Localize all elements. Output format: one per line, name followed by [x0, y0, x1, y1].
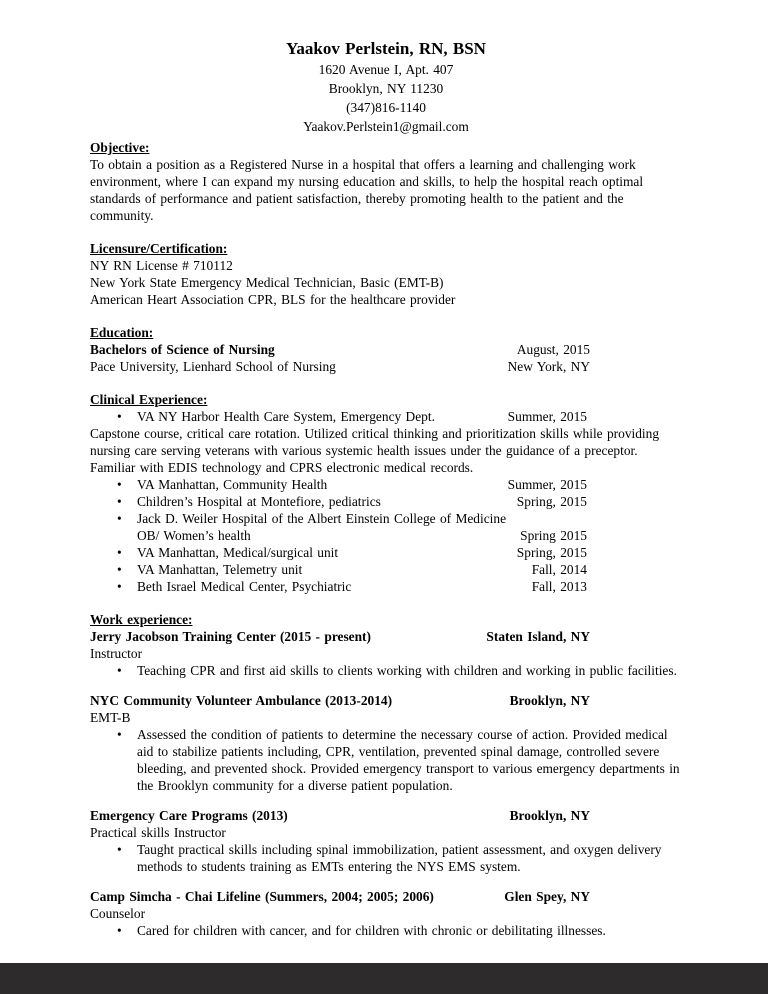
- job-title: Jerry Jacobson Training Center (2015 - present): [90, 629, 371, 644]
- job-entry: [90, 807, 682, 875]
- viewer-footer-bar: [0, 963, 768, 994]
- clinical-first-item-list: [90, 408, 682, 425]
- job-location: Glen Spey, NY: [504, 889, 590, 904]
- education-heading: Education:: [90, 325, 154, 340]
- bullet-icon: •: [117, 663, 122, 678]
- job-bullet: [90, 726, 682, 794]
- job-bullet: [90, 841, 682, 875]
- clinical-item-date: Fall, 2013: [531, 579, 587, 594]
- job-title-row: [90, 888, 590, 905]
- clinical-item: [90, 476, 587, 493]
- job-location: Brooklyn, NY: [509, 693, 590, 708]
- clinical-item-date: Spring, 2015: [516, 494, 587, 509]
- objective-heading: Objective:: [90, 140, 150, 155]
- work-heading: Work experience:: [90, 612, 193, 627]
- job-role: Practical skills Instructor: [90, 825, 226, 840]
- job-title: NYC Community Volunteer Ambulance (2013-2014): [90, 693, 393, 708]
- clinical-item-text: VA NY Harbor Health Care System, Emergency Dept.: [137, 409, 435, 424]
- job-bullets: [90, 841, 682, 875]
- job-entry: [90, 888, 682, 939]
- licensure-line: American Heart Association CPR, BLS for the healthcare provider: [90, 292, 456, 307]
- job-bullet: [90, 922, 682, 939]
- clinical-item-text: Beth Israel Medical Center, Psychiatric: [137, 579, 352, 594]
- job-role: Instructor: [90, 646, 143, 661]
- job-bullets: [90, 662, 682, 679]
- clinical-item: [90, 544, 587, 561]
- contact-header: [90, 38, 682, 136]
- clinical-item: [90, 493, 587, 510]
- degree-date: August, 2015: [516, 342, 590, 357]
- job-bullet-text: Taught practical skills including spinal immobilization, patient assessment, and oxygen delivery methods to students training as EMTs entering the NYS EMS system.: [137, 842, 662, 874]
- job-role: Counselor: [90, 906, 146, 921]
- job-title-row: [90, 807, 590, 824]
- address-line-2: Brooklyn, NY 11230: [328, 81, 444, 96]
- clinical-item-line2: [137, 527, 587, 544]
- job-bullet-text: Assessed the condition of patients to determine the necessary course of action. Provided medical aid to stabilize patients including, CPR, ventilation, prevented spinal damage, controlled severe bleeding, and prevented shock. Provided emergency transport to various emergency departments in the Brooklyn community for a diverse patient population.: [137, 727, 680, 793]
- job-entry: [90, 692, 682, 794]
- education-row: [90, 358, 590, 375]
- bullet-icon: •: [117, 545, 122, 560]
- objective-text: To obtain a position as a Registered Nurse in a hospital that offers a learning and challenging work environment, where I can expand my nursing education and skills, to help the hospital reach optimal standards of performance and patient satisfaction, thereby promoting health to the patient and the community.: [90, 157, 644, 223]
- job-bullets: [90, 922, 682, 939]
- job-title: Emergency Care Programs (2013): [90, 808, 288, 823]
- clinical-item-text: VA Manhattan, Telemetry unit: [137, 562, 303, 577]
- job-location: Brooklyn, NY: [509, 808, 590, 823]
- bullet-icon: •: [117, 409, 122, 424]
- clinical-item-date: Fall, 2014: [531, 562, 587, 577]
- education-row: [90, 341, 590, 358]
- licensure-heading: Licensure/Certification:: [90, 241, 228, 256]
- clinical-item-text2: OB/ Women’s health: [137, 528, 251, 543]
- phone-number: (347)816-1140: [346, 100, 426, 115]
- email-address: Yaakov.Perlstein1@gmail.com: [303, 119, 469, 134]
- clinical-item: [90, 510, 587, 544]
- bullet-icon: •: [117, 477, 122, 492]
- licensure-line: New York State Emergency Medical Technician, Basic (EMT-B): [90, 275, 444, 290]
- job-entry: [90, 628, 682, 679]
- job-bullet-text: Teaching CPR and first aid skills to clients working with children and working in public facilities.: [137, 663, 677, 678]
- clinical-item-date: Spring, 2015: [516, 545, 587, 560]
- bullet-icon: •: [117, 842, 122, 857]
- job-title-row: [90, 692, 590, 709]
- clinical-item-date: Spring 2015: [520, 528, 587, 543]
- school-name: Pace University, Lienhard School of Nursing: [90, 359, 336, 374]
- clinical-item-date: Summer, 2015: [507, 409, 587, 424]
- clinical-item: [90, 408, 587, 425]
- licensure-line: NY RN License # 710112: [90, 258, 233, 273]
- clinical-heading: Clinical Experience:: [90, 392, 208, 407]
- clinical-item-date: Summer, 2015: [507, 477, 587, 492]
- clinical-item: [90, 578, 587, 595]
- job-role: EMT-B: [90, 710, 131, 725]
- job-location: Staten Island, NY: [486, 629, 590, 644]
- clinical-item-line1: Jack D. Weiler Hospital of the Albert Einstein College of Medicine: [137, 511, 507, 526]
- job-title-row: [90, 628, 590, 645]
- clinical-item: [90, 561, 587, 578]
- job-bullets: [90, 726, 682, 794]
- address-line-1: 1620 Avenue I, Apt. 407: [318, 62, 454, 77]
- bullet-icon: •: [117, 562, 122, 577]
- clinical-item-text: Children’s Hospital at Montefiore, pediatrics: [137, 494, 381, 509]
- person-name: Yaakov Perlstein, RN, BSN: [286, 39, 486, 58]
- clinical-items-list: [90, 476, 682, 595]
- clinical-capstone-paragraph: Capstone course, critical care rotation. Utilized critical thinking and prioritization skills while providing nursing care serving veterans with various systemic health issues under the guidance of a preceptor. Familiar with EDIS technology and CPRS electronic medical records.: [90, 426, 660, 475]
- bullet-icon: •: [117, 923, 122, 938]
- clinical-item-text: VA Manhattan, Medical/surgical unit: [137, 545, 339, 560]
- bullet-icon: •: [117, 579, 122, 594]
- job-title: Camp Simcha - Chai Lifeline (Summers, 2004; 2005; 2006): [90, 889, 434, 904]
- clinical-item-text: VA Manhattan, Community Health: [137, 477, 328, 492]
- clinical-item-text: [137, 510, 587, 544]
- job-bullet-text: Cared for children with cancer, and for children with chronic or debilitating illnesses.: [137, 923, 606, 938]
- job-bullet: [90, 662, 682, 679]
- bullet-icon: •: [117, 494, 122, 509]
- school-location: New York, NY: [507, 359, 590, 374]
- bullet-icon: •: [117, 511, 122, 526]
- bullet-icon: •: [117, 727, 122, 742]
- degree-name: Bachelors of Science of Nursing: [90, 342, 275, 357]
